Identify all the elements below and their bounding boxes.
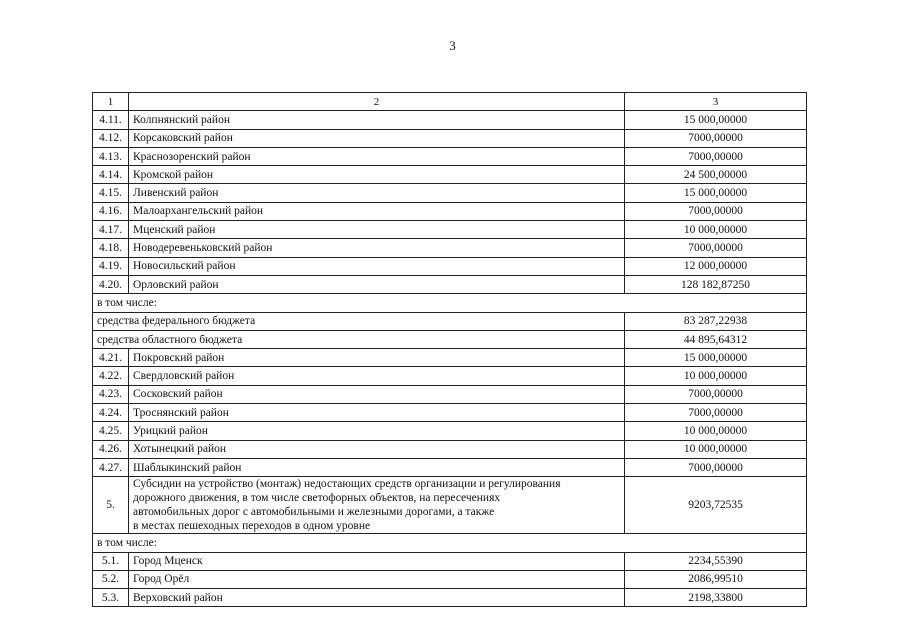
- row-number: 4.13.: [93, 147, 129, 165]
- row-value: 10 000,00000: [625, 422, 807, 440]
- sub-row-name: средства федерального бюджета: [93, 312, 625, 330]
- row-value: 7000,00000: [625, 147, 807, 165]
- table-row: [93, 422, 807, 440]
- row-name: Город Орёл: [129, 570, 625, 588]
- table-row: [93, 184, 807, 202]
- row-value: 7000,00000: [625, 458, 807, 476]
- row-name: Хотынецкий район: [129, 440, 625, 458]
- row-name: Корсаковский район: [129, 129, 625, 147]
- row-name-line: автомобильных дорог с автомобильными и железными дорогами, а также: [133, 506, 495, 519]
- row-number: 4.21.: [93, 349, 129, 367]
- table-row: [93, 552, 807, 570]
- table-row-item5: [93, 477, 807, 534]
- row-number: 4.11.: [93, 111, 129, 129]
- page-number: 3: [449, 38, 456, 53]
- sub-row: [93, 312, 807, 330]
- row-number: 4.17.: [93, 221, 129, 239]
- row-value: 9203,72535: [625, 477, 807, 534]
- table-row: [93, 570, 807, 588]
- sub-row-value: 83 287,22938: [625, 312, 807, 330]
- row-value: 12 000,00000: [625, 257, 807, 275]
- including-row: [93, 534, 807, 552]
- row-name: Орловский район: [129, 275, 625, 293]
- header-cell-3: 3: [625, 93, 807, 111]
- row-name: Урицкий район: [129, 422, 625, 440]
- row-number: 4.18.: [93, 239, 129, 257]
- row-name: [129, 477, 625, 534]
- row-number: 5.: [93, 477, 129, 534]
- row-value: 15 000,00000: [625, 111, 807, 129]
- row-number: 5.1.: [93, 552, 129, 570]
- table-row: [93, 275, 807, 293]
- table-row: [93, 129, 807, 147]
- row-value: 7000,00000: [625, 239, 807, 257]
- row-number: 4.12.: [93, 129, 129, 147]
- row-number: 4.25.: [93, 422, 129, 440]
- row-number: 4.19.: [93, 257, 129, 275]
- sub-row-name: средства областного бюджета: [93, 330, 625, 348]
- sub-row-value: 44 895,64312: [625, 330, 807, 348]
- including-label: в том числе:: [93, 534, 807, 552]
- row-value: 7000,00000: [625, 129, 807, 147]
- row-name: Колпнянский район: [129, 111, 625, 129]
- row-value: 7000,00000: [625, 404, 807, 422]
- table-header-row: [93, 93, 807, 111]
- row-name: Кромской район: [129, 166, 625, 184]
- row-number: 4.27.: [93, 458, 129, 476]
- table-row: [93, 440, 807, 458]
- row-name: Троснянский район: [129, 404, 625, 422]
- row-value: 10 000,00000: [625, 367, 807, 385]
- table-row: [93, 367, 807, 385]
- row-name: Покровский район: [129, 349, 625, 367]
- table-row: [93, 404, 807, 422]
- row-number: 4.16.: [93, 202, 129, 220]
- row-value: 15 000,00000: [625, 184, 807, 202]
- row-value: 10 000,00000: [625, 440, 807, 458]
- table-row: [93, 385, 807, 403]
- table-row: [93, 257, 807, 275]
- table-row: [93, 111, 807, 129]
- row-number: 4.20.: [93, 275, 129, 293]
- row-name-line: в местах пешеходных переходов в одном уровне: [133, 520, 371, 533]
- row-value: 2198,33800: [625, 589, 807, 607]
- table-row: [93, 166, 807, 184]
- table-row: [93, 147, 807, 165]
- row-name: Новосильский район: [129, 257, 625, 275]
- row-name: Новодеревеньковский район: [129, 239, 625, 257]
- row-value: 2086,99510: [625, 570, 807, 588]
- row-number: 4.14.: [93, 166, 129, 184]
- row-number: 4.23.: [93, 385, 129, 403]
- row-name: Свердловский район: [129, 367, 625, 385]
- table-row: [93, 589, 807, 607]
- row-name: Ливенский район: [129, 184, 625, 202]
- table-row: [93, 349, 807, 367]
- row-name: Краснозоренский район: [129, 147, 625, 165]
- budget-table: [92, 92, 807, 607]
- row-number: 4.15.: [93, 184, 129, 202]
- row-number: 4.24.: [93, 404, 129, 422]
- row-number: 5.2.: [93, 570, 129, 588]
- row-value: 24 500,00000: [625, 166, 807, 184]
- sub-row: [93, 330, 807, 348]
- row-name-line: Субсидии на устройство (монтаж) недостающих средств организации и регулирования: [133, 478, 561, 491]
- row-value: 128 182,87250: [625, 275, 807, 293]
- including-label: в том числе:: [93, 294, 807, 312]
- table-row: [93, 202, 807, 220]
- row-value: 7000,00000: [625, 202, 807, 220]
- row-name: Малоархангельский район: [129, 202, 625, 220]
- table-row: [93, 458, 807, 476]
- row-name: Мценский район: [129, 221, 625, 239]
- row-name: Город Мценск: [129, 552, 625, 570]
- including-row: [93, 294, 807, 312]
- row-number: 4.22.: [93, 367, 129, 385]
- header-cell-2: 2: [129, 93, 625, 111]
- row-value: 7000,00000: [625, 385, 807, 403]
- table-row: [93, 239, 807, 257]
- table-row: [93, 221, 807, 239]
- row-name: Верховский район: [129, 589, 625, 607]
- row-value: 2234,55390: [625, 552, 807, 570]
- header-cell-1: 1: [93, 93, 129, 111]
- row-name: Шаблыкинский район: [129, 458, 625, 476]
- row-number: 4.26.: [93, 440, 129, 458]
- row-name-line: дорожного движения, в том числе светофорных объектов, на пересечениях: [133, 492, 501, 505]
- row-name: Сосковский район: [129, 385, 625, 403]
- row-value: 10 000,00000: [625, 221, 807, 239]
- row-number: 5.3.: [93, 589, 129, 607]
- row-value: 15 000,00000: [625, 349, 807, 367]
